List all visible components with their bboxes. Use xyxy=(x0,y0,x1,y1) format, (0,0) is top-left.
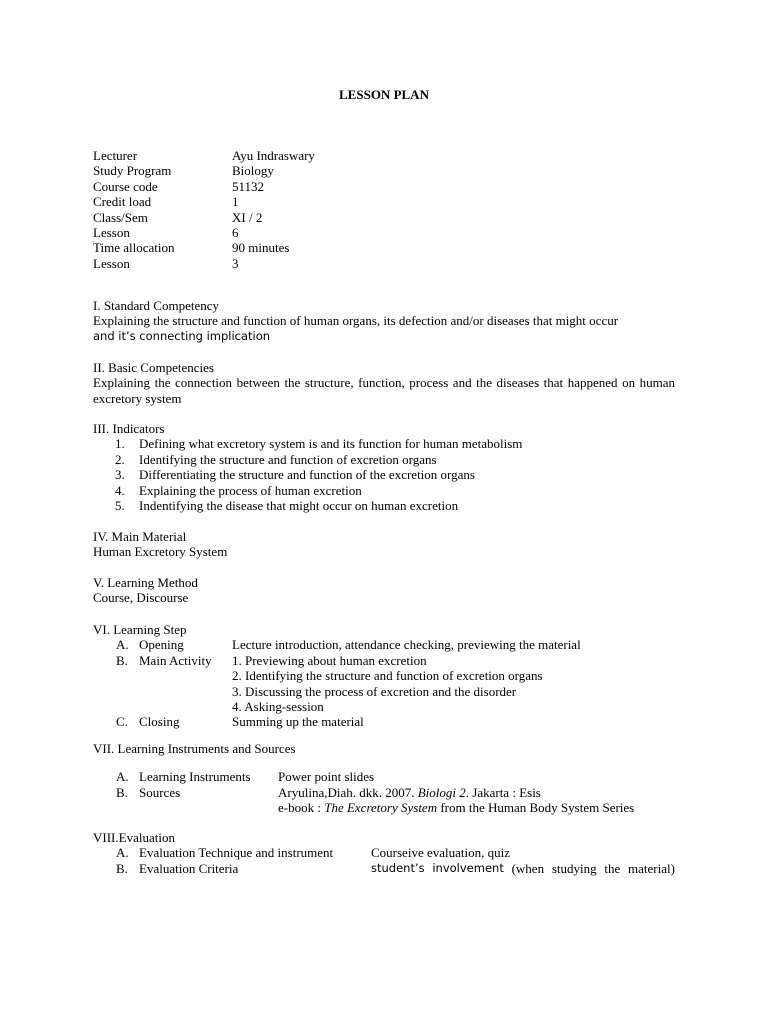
item-value xyxy=(278,785,675,816)
item-label: Evaluation Technique and instrument xyxy=(139,845,334,861)
item-value: Power point slides xyxy=(278,769,375,785)
info-key: Study Program xyxy=(93,163,172,179)
list-item xyxy=(93,467,675,482)
section-heading: IV. Main Material xyxy=(93,529,187,544)
section-instruments-sources xyxy=(93,741,675,816)
citation-title: The Excretory System xyxy=(324,800,438,816)
info-value: Biology xyxy=(232,163,274,179)
item-letter: A. xyxy=(116,845,129,861)
item-letter: A. xyxy=(116,769,129,785)
source-citation xyxy=(278,800,675,815)
section-basic-competencies xyxy=(93,360,675,406)
item-letter: B. xyxy=(116,784,128,800)
section-text: Course, Discourse xyxy=(93,590,189,606)
item-number: 3. xyxy=(115,467,125,483)
indicator-list xyxy=(93,436,675,513)
info-key: Time allocation xyxy=(93,240,175,256)
step-label: Closing xyxy=(139,714,180,730)
activity-item: 2. Identifying the structure and function of excretion organs xyxy=(232,668,543,684)
info-value: 90 minutes xyxy=(232,240,290,256)
info-key: Lecturer xyxy=(93,148,138,163)
step-opening xyxy=(93,637,675,652)
item-label: Sources xyxy=(139,784,181,800)
section-learning-method xyxy=(93,575,675,606)
course-info-table xyxy=(93,148,315,271)
info-row xyxy=(93,256,315,271)
info-value: Ayu Indraswary xyxy=(232,148,315,163)
step-letter: C. xyxy=(116,714,128,730)
sources-row xyxy=(93,785,675,816)
section-indicators xyxy=(93,421,675,513)
citation-text: e-book : xyxy=(278,800,325,816)
section-heading: I. Standard Competency xyxy=(93,298,219,313)
evaluation-criteria-row xyxy=(93,861,675,876)
item-text: Identifying the structure and function of excretion organs xyxy=(139,451,437,467)
section-text: Human Excretory System xyxy=(93,544,228,560)
info-key: Lesson xyxy=(93,255,130,271)
section-heading: III. Indicators xyxy=(93,421,165,436)
step-main-activity xyxy=(93,653,675,715)
step-value: Summing up the material xyxy=(232,714,364,730)
item-text: Differentiating the structure and function of the excretion organs xyxy=(139,467,475,483)
item-value: Courseive evaluation, quiz xyxy=(371,845,510,861)
criteria-word: (when xyxy=(511,860,545,876)
section-heading: V. Learning Method xyxy=(93,575,198,590)
source-citation xyxy=(278,785,675,800)
info-value: 51132 xyxy=(232,178,265,194)
info-row xyxy=(93,210,315,225)
section-main-material xyxy=(93,529,675,560)
citation-text: . Jakarta : Esis xyxy=(465,784,541,800)
item-number: 4. xyxy=(115,482,125,498)
item-number: 5. xyxy=(115,498,125,514)
info-key: Course code xyxy=(93,178,158,194)
activity-item: 4. Asking-session xyxy=(232,699,324,715)
info-value: XI / 2 xyxy=(232,209,263,225)
list-item xyxy=(93,452,675,467)
section-text: and it’s connecting implication xyxy=(93,328,271,343)
item-label: Evaluation Criteria xyxy=(139,860,239,876)
step-value: Lecture introduction, attendance checking, previewing the material xyxy=(232,637,581,653)
citation-title: Biologi 2 xyxy=(417,784,466,800)
criteria-word: studying xyxy=(551,860,597,876)
info-row xyxy=(93,240,315,255)
criteria-word: material) xyxy=(628,860,675,876)
info-value: 3 xyxy=(232,255,239,271)
section-text: Explaining the connection between the structure, function, process and the diseases that happened on human excretory system xyxy=(93,375,675,406)
section-heading: VI. Learning Step xyxy=(93,622,187,637)
section-text: Explaining the structure and function of human organs, its defection and/or diseases that might occur xyxy=(93,313,619,329)
item-text: Defining what excretory system is and its function for human metabolism xyxy=(139,436,523,452)
section-evaluation xyxy=(93,830,675,876)
item-letter: B. xyxy=(116,860,128,876)
list-item xyxy=(93,483,675,498)
step-letter: A. xyxy=(116,637,129,653)
section-heading: VIII.Evaluation xyxy=(93,830,175,845)
item-number: 1. xyxy=(115,436,125,452)
step-letter: B. xyxy=(116,652,128,668)
activity-item: 3. Discussing the process of excretion and the disorder xyxy=(232,683,517,699)
info-row xyxy=(93,179,315,194)
item-number: 2. xyxy=(115,451,125,467)
info-value: 6 xyxy=(232,224,239,240)
activity-item: 1. Previewing about human excretion xyxy=(232,652,427,668)
page-title: LESSON PLAN xyxy=(339,87,429,102)
step-closing xyxy=(93,714,675,729)
criteria-word: the xyxy=(604,860,621,876)
info-key: Class/Sem xyxy=(93,209,148,225)
item-text: Indentifying the disease that might occur on human excretion xyxy=(139,498,459,514)
info-key: Lesson xyxy=(93,224,130,240)
info-row xyxy=(93,194,315,209)
citation-text: from the Human Body System Series xyxy=(437,800,635,816)
step-label: Main Activity xyxy=(139,652,212,668)
section-standard-competency xyxy=(93,298,675,344)
step-value xyxy=(232,653,675,715)
info-row xyxy=(93,148,315,163)
section-heading: II. Basic Competencies xyxy=(93,360,214,375)
item-value xyxy=(371,861,675,876)
list-item xyxy=(93,436,675,451)
instrument-row xyxy=(93,769,675,784)
evaluation-technique-row xyxy=(93,845,675,860)
criteria-word: student’s xyxy=(371,860,425,875)
info-row xyxy=(93,225,315,240)
item-text: Explaining the process of human excretion xyxy=(139,482,362,498)
item-label: Learning Instruments xyxy=(139,769,251,785)
info-row xyxy=(93,163,315,178)
criteria-word: involvement xyxy=(432,860,504,875)
citation-text: Aryulina,Diah. dkk. 2007. xyxy=(278,784,418,800)
section-learning-step xyxy=(93,622,675,730)
step-label: Opening xyxy=(139,637,184,653)
list-item xyxy=(93,498,675,513)
info-key: Credit load xyxy=(93,194,152,210)
info-value: 1 xyxy=(232,194,239,210)
section-heading: VII. Learning Instruments and Sources xyxy=(93,741,296,756)
